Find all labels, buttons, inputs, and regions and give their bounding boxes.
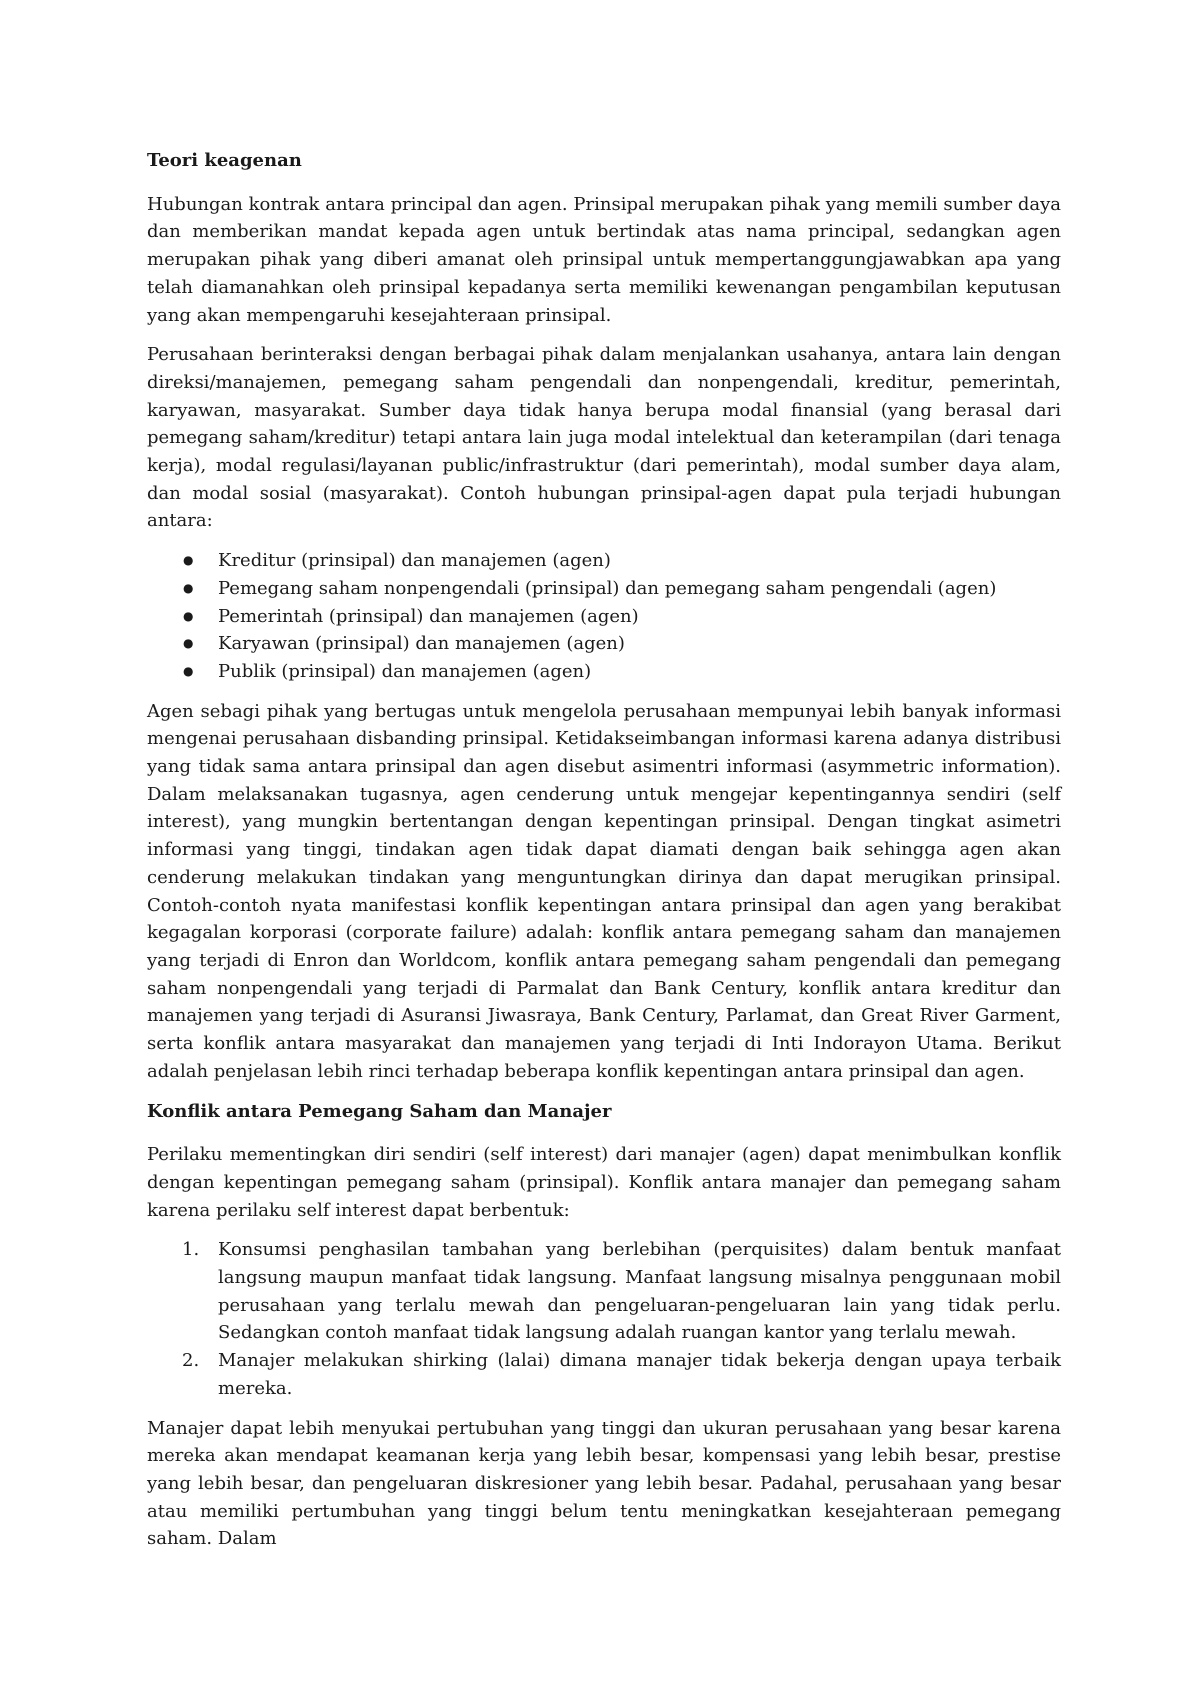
paragraph-information-asymmetry: Agen sebagi pihak yang bertugas untuk mengelola perusahaan mempunyai lebih banyak informasi mengenai perusahaan disbanding prinsipal. Ketidakseimbangan informasi karena adanya distribusi yang tidak sama antara prinsipal dan agen disebut asimentri informasi (asymmetric information). Dalam melaksanakan tugasnya, agen cenderung untuk mengejar kepentingannya sendiri (self interest), yang mungkin bertentangan dengan kepentingan prinsipal. Dengan tingkat asimetri informasi yang tinggi, tindakan agen tidak dapat diamati dengan baik sehingga agen akan cenderung melakukan tindakan yang menguntungkan dirinya dan dapat merugikan prinsipal. Contoh-contoh nyata manifestasi konflik kepentingan antara prinsipal dan agen yang berakibat kegagalan korporasi (corporate failure) adalah: konflik antara pemegang saham dan manajemen yang terjadi di Enron dan Worldcom, konflik antara pemegang saham pengendali dan pemegang saham nonpengendali yang terjadi di Parmalat dan Bank Century, konflik antara kreditur dan manajemen yang terjadi di Asuransi Jiwasraya, Bank Century, Parlamat, dan Great River Garment, serta konflik antara masyarakat dan manajemen yang terjadi di Inti Indorayon Utama. Berikut adalah penjelasan lebih rinci terhadap beberapa konflik kepentingan antara prinsipal dan agen. [147, 700, 1061, 1082]
list-number: 1. [182, 1239, 200, 1261]
conflict-forms-list [147, 1236, 1061, 1402]
list-number: 2. [182, 1350, 200, 1372]
paragraph-self-interest: Perilaku mementingkan diri sendiri (self interest) dari manajer (agen) dapat menimbulkan konflik dengan kepentingan pemegang saham (prinsipal). Konflik antara manajer dan pemegang saham karena perilaku self interest dapat berbentuk: [147, 1144, 1061, 1221]
list-item [182, 1236, 1061, 1347]
list-item: ● Publik (prinsipal) dan manajemen (agen) [218, 658, 1061, 686]
list-item: ● Pemerintah (prinsipal) dan manajemen (agen) [218, 603, 1061, 631]
list-item-text: Konsumsi penghasilan tambahan yang berlebihan (perquisites) dalam bentuk manfaat langsung maupun manfaat tidak langsung. Manfaat langsung misalnya penggunaan mobil perusahaan yang terlalu mewah dan pengeluaran-pengeluaran lain yang tidak perlu. Sedangkan contoh manfaat tidak langsung adalah ruangan kantor yang terlalu mewah. [218, 1239, 1061, 1344]
list-item-text: Manajer melakukan shirking (lalai) dimana manajer tidak bekerja dengan upaya terbaik mereka. [218, 1350, 1061, 1399]
list-item [182, 1347, 1061, 1402]
list-item: ● Karyawan (prinsipal) dan manajemen (agen) [218, 630, 1061, 658]
document-body [147, 147, 1061, 1553]
section-heading-teori-keagenan: Teori keagenan [147, 150, 302, 171]
section-heading-konflik: Konflik antara Pemegang Saham dan Manajer [147, 1100, 612, 1122]
paragraph-definition: Hubungan kontrak antara principal dan agen. Prinsipal merupakan pihak yang memili sumber daya dan memberikan mandat kepada agen untuk bertindak atas nama principal, sedangkan agen merupakan pihak yang diberi amanat oleh prinsipal untuk mempertanggungjawabkan apa yang telah diamanahkan oleh prinsipal kepadanya serta memiliki kewenangan pengambilan keputusan yang akan mempengaruhi kesejahteraan prinsipal. [147, 193, 1061, 326]
list-item: ● Pemegang saham nonpengendali (prinsipal) dan pemegang saham pengendali (agen) [218, 575, 1061, 603]
list-item: ● Kreditur (prinsipal) dan manajemen (agen) [218, 547, 1061, 575]
principal-agent-list [147, 547, 1061, 686]
paragraph-interaction: Perusahaan berinteraksi dengan berbagai pihak dalam menjalankan usahanya, antara lain dengan direksi/manajemen, pemegang saham pengendali dan nonpengendali, kreditur, pemerintah, karyawan, masyarakat. Sumber daya tidak hanya berupa modal finansial (yang berasal dari pemegang saham/kreditur) tetapi antara lain juga modal intelektual dan keterampilan (dari tenaga kerja), modal regulasi/layanan public/infrastruktur (dari pemerintah), modal sumber daya alam, dan modal sosial (masyarakat). Contoh hubungan prinsipal-agen dapat pula terjadi hubungan antara: [147, 344, 1061, 532]
paragraph-growth-preference: Manajer dapat lebih menyukai pertubuhan yang tinggi dan ukuran perusahaan yang besar karena mereka akan mendapat keamanan kerja yang lebih besar, kompensasi yang lebih besar, prestise yang lebih besar, dan pengeluaran diskresioner yang lebih besar. Padahal, perusahaan yang besar atau memiliki pertumbuhan yang tinggi belum tentu meningkatkan kesejahteraan pemegang saham. Dalam [147, 1417, 1061, 1550]
